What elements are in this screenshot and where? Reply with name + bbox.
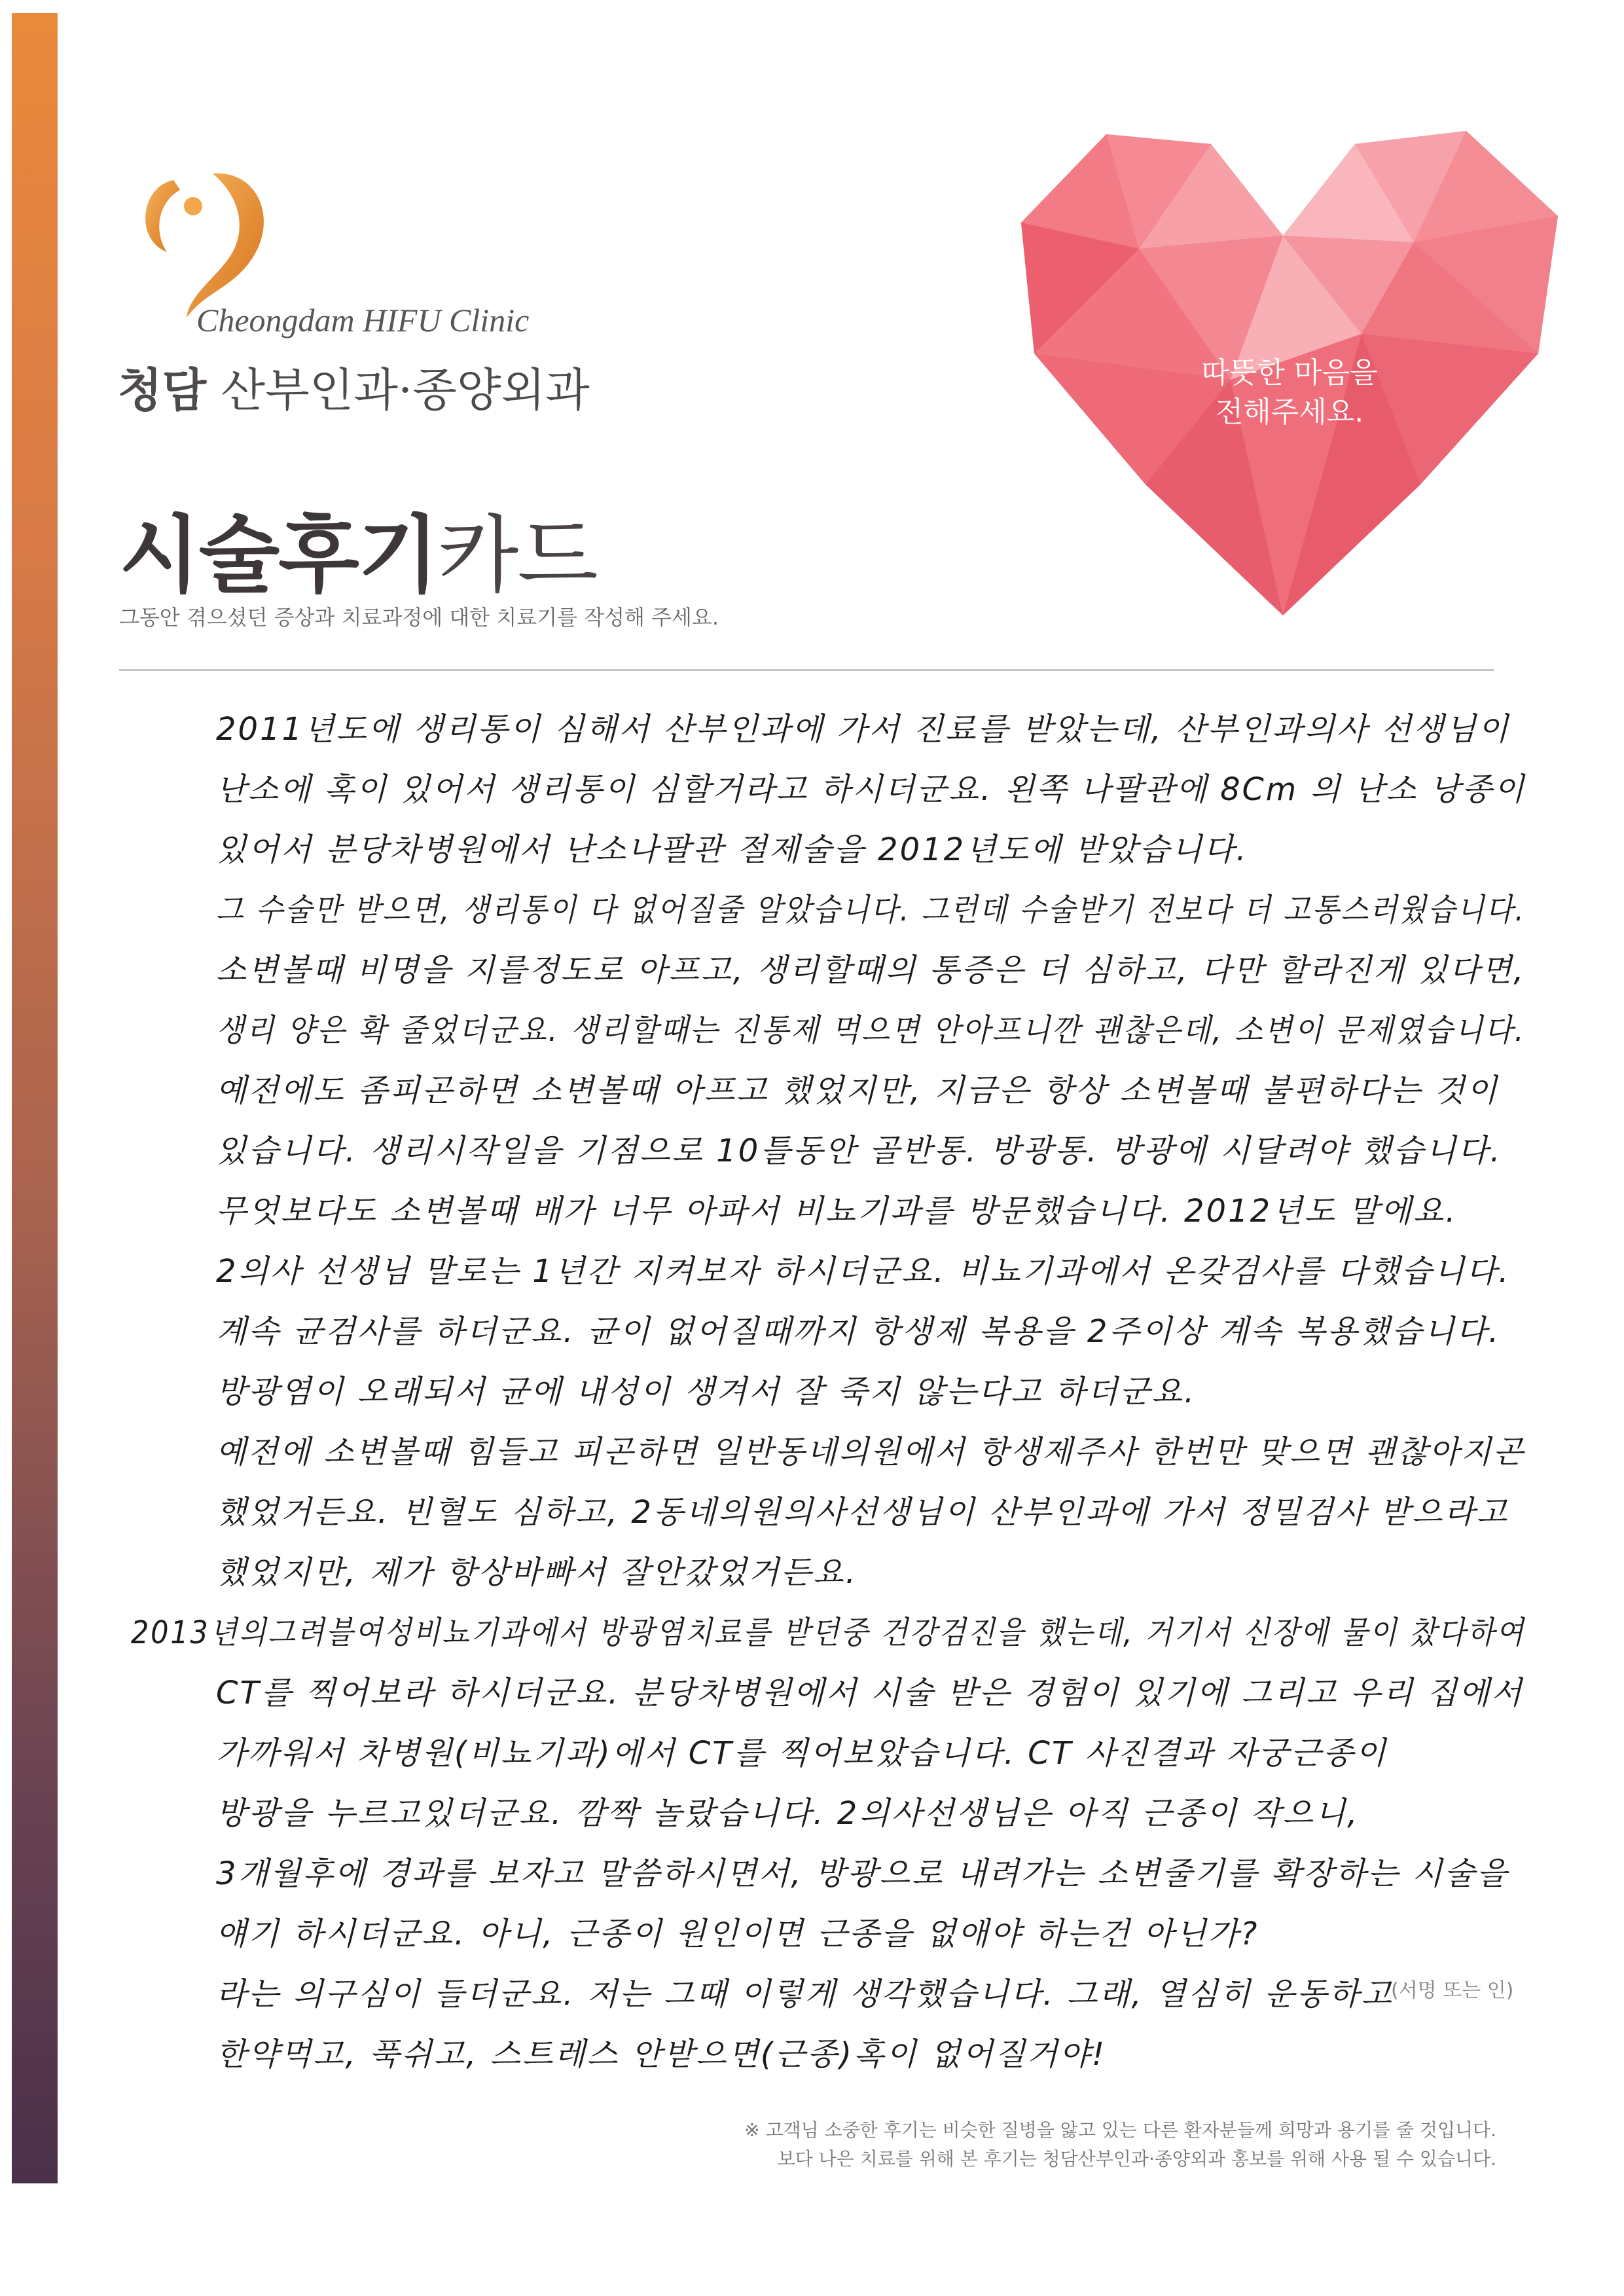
clinic-logo	[128, 167, 285, 324]
heart-message	[1152, 354, 1427, 432]
page-title-light: 카드	[437, 507, 597, 604]
letter-line: 한약먹고, 푹쉬고, 스트레스 안받으면(근종)혹이 없어질거야!	[216, 2036, 1107, 2073]
clinic-name-korean-rest: 산부인과·종양외과	[206, 363, 590, 417]
letter-line: 방광을 누르고있더군요. 깜짝 놀랐습니다. 2의사선생님은 아직 근종이 작으니,	[216, 1795, 1360, 1832]
page-subtitle: 그동안 겪으셨던 증상과 치료과정에 대한 치료기를 작성해 주세요.	[119, 605, 719, 630]
letter-line: 2013년의그려블여성비뇨기과에서 방광염치료를 받던중 건강검진을 했는데, 거기서 신장에 물이 찼다하여	[131, 1614, 1525, 1651]
letter-line: 예전에 소변볼때 힘들고 피곤하면 일반동네의원에서 항생제주사 한번만 맞으면 괜찮아지곤	[216, 1434, 1525, 1470]
clinic-name-english: Cheongdam HIFU Clinic	[196, 302, 530, 338]
letter-line: 했었거든요. 빈혈도 심하고, 2동네의원의사선생님이 산부인과에 가서 정밀검사 받으라고	[216, 1494, 1509, 1531]
letter-line: 있어서 분당차병원에서 난소나팔관 절제술을 2012년도에 받았습니다.	[216, 831, 1248, 868]
clinic-name-korean-strong: 청담	[118, 363, 207, 417]
heart-message-line-1: 따뜻한 마음을	[1201, 356, 1378, 390]
letter-line: 2의사 선생님 말로는 1년간 지켜보자 하시더군요. 비뇨기과에서 온갖검사를 다했습니다.	[216, 1253, 1511, 1290]
heart-message-line-2: 전해주세요.	[1215, 395, 1364, 429]
footnote-line-1: ※ 고객님 소중한 후기는 비슷한 질병을 앓고 있는 다른 환자분들께 희망과 용기를 줄 것입니다.	[744, 2119, 1496, 2141]
letter-line: 2011년도에 생리통이 심해서 산부인과에 가서 진료를 받았는데, 산부인과의사 선생님이	[216, 711, 1510, 748]
letter-line: 무엇보다도 소변볼때 배가 너무 아파서 비뇨기과를 방문했습니다. 2012년도 말에요.	[216, 1193, 1458, 1230]
letter-line: 계속 균검사를 하더군요. 균이 없어질때까지 항생제 복용을 2주이상 계속 복용했습니다.	[216, 1313, 1501, 1350]
letter-line: 예전에도 좀피곤하면 소변볼때 아프고 했었지만, 지금은 항상 소변볼때 불편하다는 것이	[216, 1072, 1499, 1109]
letter-line: 난소에 혹이 있어서 생리통이 심할거라고 하시더군요. 왼쪽 나팔관에 8Cm 의 난소 낭종이	[216, 771, 1526, 808]
sidebar-accent-bar	[12, 13, 58, 2183]
letter-line: 얘기 하시더군요. 아니, 근종이 원인이면 근종을 없애야 하는건 아닌가?	[216, 1916, 1259, 1952]
letter-line: 그 수술만 받으면, 생리통이 다 없어질줄 알았습니다. 그런데 수술받기 전보다 더 고통스러웠습니다.	[216, 892, 1526, 928]
letter-line: 가까워서 차병원(비뇨기과)에서 CT를 찍어보았습니다. CT 사진결과 자궁근종이	[216, 1735, 1388, 1772]
letter-line: 했었지만, 제가 항상바빠서 잘안갔었거든요.	[216, 1554, 857, 1591]
letter-line: 라는 의구심이 들더군요. 저는 그때 이렇게 생각했습니다. 그래, 열심히 운동하고	[216, 1976, 1394, 2013]
page-title-bold: 시술후기	[119, 507, 438, 604]
clinic-name-korean	[118, 354, 590, 420]
footnote-line-2: 보다 나은 치료를 위해 본 후기는 청담산부인과·종양외과 홍보를 위해 사용 될 수 있습니다.	[777, 2148, 1496, 2170]
letter-line: CT를 찍어보라 하시더군요. 분당차병원에서 시술 받은 경험이 있기에 그리고 우리 집에서	[216, 1675, 1524, 1711]
page-title	[119, 488, 597, 608]
letter-line: 소변볼때 비명을 지를정도로 아프고, 생리할때의 통증은 더 심하고, 다만 할라진게 있다면,	[216, 952, 1526, 989]
letter-line: 3개월후에 경과를 보자고 말씀하시면서, 방광으로 내려가는 소변줄기를 확장하는 시술을	[216, 1855, 1509, 1892]
signature-label: (서명 또는 인)	[1391, 1979, 1514, 2002]
letter-line: 생리 양은 확 줄었더군요. 생리할때는 진통제 먹으면 안아프니깐 괜찮은데, 소변이 문제였습니다.	[216, 1012, 1526, 1049]
divider	[119, 669, 1494, 671]
letter-line: 방광염이 오래되서 균에 내성이 생겨서 잘 죽지 않는다고 하더군요.	[216, 1374, 1197, 1410]
letter-line: 있습니다. 생리시작일을 기점으로 10틀동안 골반통. 방광통. 방광에 시달려야 했습니다.	[216, 1133, 1502, 1169]
